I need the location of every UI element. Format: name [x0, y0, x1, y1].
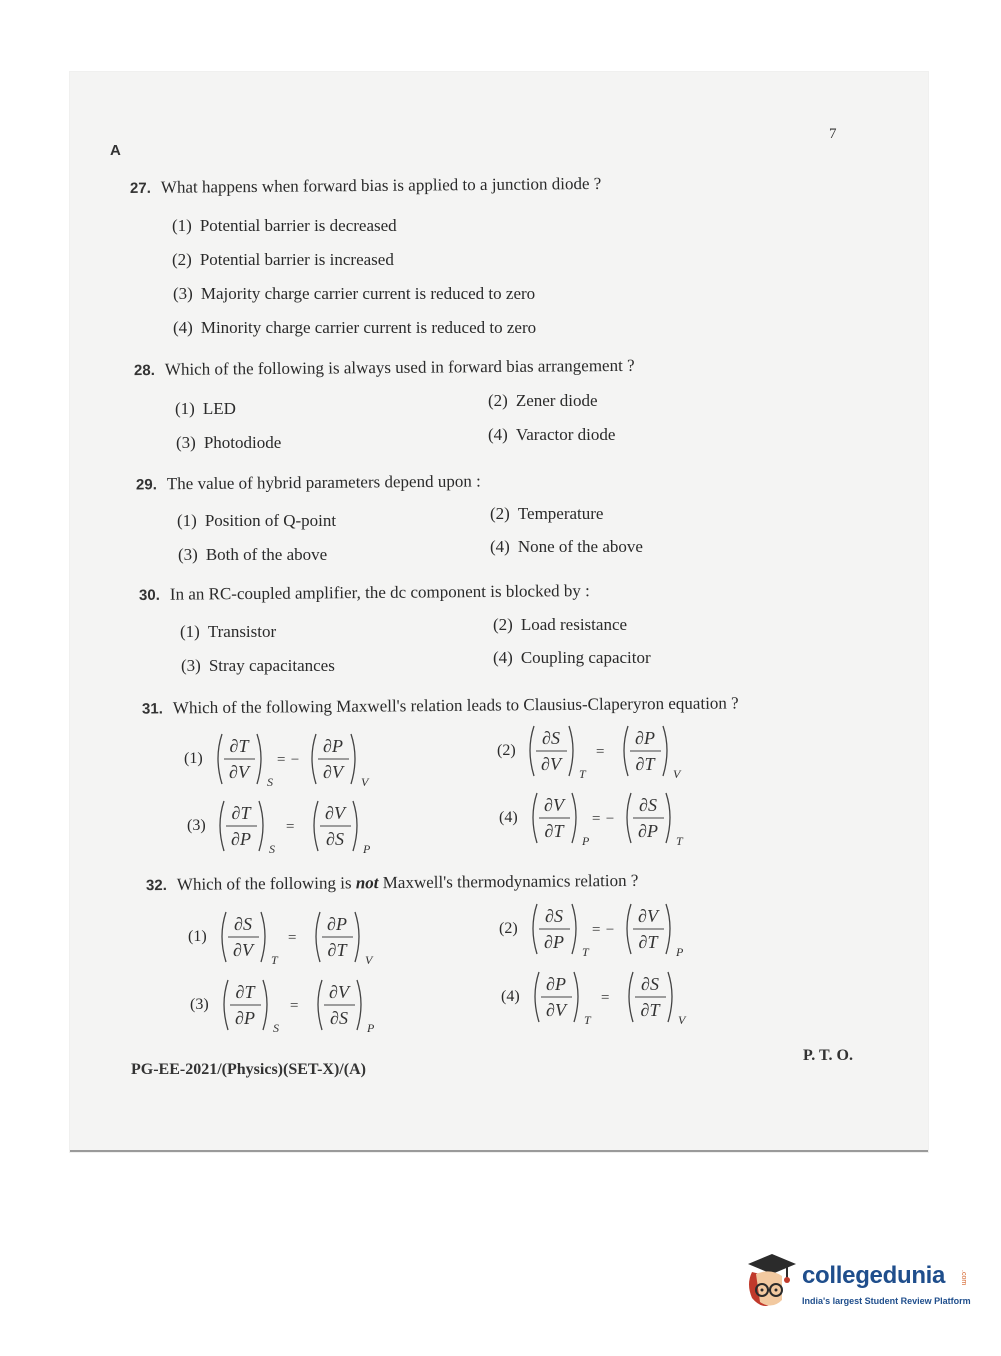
rhs-denominator: ∂T [640, 1000, 660, 1020]
option-label: (3) [173, 284, 193, 303]
question-number: 28. [133, 362, 155, 380]
option-31-1-equation [212, 728, 442, 792]
brand-name: collegedunia [802, 1262, 946, 1289]
lhs-numerator: ∂T [235, 982, 255, 1002]
option-text: Photodiode [203, 433, 282, 452]
question-text-emphasis: not [355, 873, 379, 893]
lhs-left-paren [533, 904, 537, 954]
option-text: Minority charge carrier current is reduced to zero [200, 318, 537, 337]
option-text: Stray capacitances [208, 656, 335, 675]
rhs-left-paren [627, 904, 631, 954]
lhs-denominator: ∂V [541, 754, 561, 774]
rhs-right-paren [355, 912, 359, 962]
option-label: (1) [175, 399, 195, 418]
lhs-numerator: ∂P [546, 974, 566, 994]
rhs-left-paren [624, 726, 628, 776]
option-29-4 [490, 537, 643, 557]
relation-sign: = [594, 744, 606, 760]
option-31-3-label: (3) [187, 817, 206, 834]
rhs-left-paren [627, 793, 631, 843]
rhs-partial-derivative [316, 912, 374, 967]
rhs-denominator: ∂T [635, 754, 655, 774]
rhs-right-paren [351, 734, 355, 784]
option-text: LED [202, 399, 236, 418]
relation-sign: = [284, 819, 296, 835]
relation-sign: = − [276, 752, 300, 768]
brand-tagline: India's largest Student Review Platform [802, 1296, 971, 1306]
lhs-partial-derivative [533, 793, 590, 848]
rhs-denominator: ∂S [330, 1008, 348, 1028]
question-number: 29. [135, 476, 157, 494]
option-label: (4) [488, 425, 508, 444]
rhs-numerator: ∂P [635, 728, 655, 748]
rhs-left-paren [318, 980, 322, 1030]
rhs-left-paren [629, 972, 633, 1022]
option-label: (2) [488, 391, 508, 410]
option-31-3-equation [214, 795, 444, 859]
rhs-denominator: ∂P [638, 821, 658, 841]
lhs-subscript: S [273, 1021, 279, 1035]
lhs-denominator: ∂V [229, 762, 249, 782]
question-number: 31. [141, 700, 163, 718]
lhs-left-paren [224, 980, 228, 1030]
relation-sign: = [599, 990, 611, 1006]
rhs-numerator: ∂S [641, 974, 659, 994]
lhs-subscript: T [582, 945, 589, 959]
question-text: What happens when forward bias is applied to a junction diode ? [160, 173, 602, 197]
option-text: Load resistance [520, 615, 628, 634]
rhs-left-paren [314, 801, 318, 851]
rhs-partial-derivative [318, 980, 375, 1035]
option-label: (2) [493, 615, 513, 634]
option-32-2-equation [527, 898, 757, 962]
question-number: 27. [129, 179, 151, 198]
lhs-left-paren [220, 801, 224, 851]
option-27-4 [173, 318, 536, 338]
question-text-after: Maxwell's thermodynamics relation ? [382, 870, 639, 893]
lhs-left-paren [530, 726, 534, 776]
pto-label: P. T. O. [803, 1047, 853, 1064]
rhs-right-paren [663, 726, 667, 776]
rhs-subscript: V [365, 953, 373, 967]
lhs-partial-derivative [222, 912, 279, 967]
lhs-right-paren [569, 726, 573, 776]
lhs-right-paren [257, 734, 261, 784]
lhs-partial-derivative [220, 801, 275, 856]
option-text: Zener diode [515, 391, 598, 410]
rhs-partial-derivative [627, 793, 684, 848]
lhs-left-paren [222, 912, 226, 962]
option-31-1-label: (1) [184, 750, 203, 767]
question-text: The value of hybrid parameters depend upon : [166, 471, 481, 494]
lhs-denominator: ∂P [235, 1008, 255, 1028]
rhs-numerator: ∂P [327, 914, 347, 934]
option-30-4 [493, 648, 651, 668]
option-31-4-label: (4) [499, 809, 518, 826]
option-32-3-equation [218, 974, 448, 1038]
option-28-2 [488, 391, 597, 411]
lhs-right-paren [261, 912, 265, 962]
lhs-numerator: ∂V [544, 795, 564, 815]
option-30-3 [181, 656, 335, 676]
option-label: (3) [178, 545, 198, 564]
option-31-4-equation [527, 787, 757, 851]
option-label: (1) [172, 216, 192, 235]
rhs-partial-derivative [629, 972, 687, 1027]
rhs-subscript: P [367, 1021, 375, 1035]
option-label: (1) [180, 622, 200, 641]
option-30-1 [180, 622, 276, 642]
option-27-2 [172, 250, 394, 270]
option-32-1-label: (1) [188, 928, 207, 945]
rhs-numerator: ∂V [325, 803, 345, 823]
lhs-right-paren [259, 801, 263, 851]
page-number: 7 [829, 126, 837, 142]
option-32-4-equation [529, 966, 759, 1030]
rhs-partial-derivative [314, 801, 371, 856]
rhs-denominator: ∂T [638, 932, 658, 952]
mascot-icon [742, 1250, 800, 1316]
option-32-1-equation [216, 906, 446, 970]
lhs-subscript: S [267, 775, 273, 789]
question-text: Which of the following Maxwell's relation leads to Clausius-Claperyron equation ? [172, 693, 739, 718]
rhs-partial-derivative [627, 904, 684, 959]
rhs-subscript: T [676, 834, 683, 848]
option-32-2-label: (2) [499, 920, 518, 937]
rhs-denominator: ∂V [323, 762, 343, 782]
lhs-partial-derivative [530, 726, 587, 781]
rhs-denominator: ∂T [327, 940, 347, 960]
lhs-numerator: ∂T [231, 803, 251, 823]
lhs-numerator: ∂S [542, 728, 560, 748]
lhs-left-paren [533, 793, 537, 843]
rhs-right-paren [353, 801, 357, 851]
option-text: Majority charge carrier current is reduced to zero [200, 284, 536, 303]
rhs-subscript: V [678, 1013, 686, 1027]
option-28-4 [488, 425, 615, 445]
option-29-3 [178, 545, 327, 565]
lhs-right-paren [263, 980, 267, 1030]
rhs-numerator: ∂P [323, 736, 343, 756]
lhs-subscript: T [271, 953, 278, 967]
option-label: (3) [176, 433, 196, 452]
rhs-right-paren [668, 972, 672, 1022]
option-text: Varactor diode [515, 425, 616, 444]
lhs-partial-derivative [224, 980, 279, 1035]
relation-sign: = [288, 998, 300, 1014]
lhs-denominator: ∂V [233, 940, 253, 960]
brand-tld: .com [960, 1270, 967, 1286]
relation-sign: = [286, 930, 298, 946]
rhs-denominator: ∂S [326, 829, 344, 849]
option-31-2-equation [524, 720, 754, 784]
rhs-numerator: ∂S [639, 795, 657, 815]
relation-sign: = − [591, 811, 615, 827]
option-31-2-label: (2) [497, 742, 516, 759]
option-27-1 [172, 216, 397, 236]
question-text-before: Which of the following is [176, 873, 352, 894]
option-32-3-label: (3) [190, 996, 209, 1013]
rhs-subscript: V [361, 775, 369, 789]
relation-sign: = − [591, 922, 615, 938]
rhs-right-paren [357, 980, 361, 1030]
option-text: Coupling capacitor [520, 648, 651, 667]
rhs-left-paren [316, 912, 320, 962]
lhs-numerator: ∂S [234, 914, 252, 934]
lhs-subscript: T [584, 1013, 591, 1027]
question-number: 32. [145, 876, 167, 895]
option-29-2 [490, 504, 603, 524]
paper-code: PG-EE-2021/(Physics)(SET-X)/(A) [131, 1061, 366, 1078]
lhs-numerator: ∂T [229, 736, 249, 756]
rhs-subscript: V [673, 767, 681, 781]
option-29-1 [177, 511, 336, 531]
rhs-partial-derivative [624, 726, 682, 781]
option-label: (4) [490, 537, 510, 556]
option-label: (2) [172, 250, 192, 269]
lhs-denominator: ∂V [546, 1000, 566, 1020]
question-number: 30. [138, 586, 160, 604]
rhs-subscript: P [676, 945, 684, 959]
lhs-subscript: S [269, 842, 275, 856]
option-text: Transistor [207, 622, 277, 641]
option-label: (1) [177, 511, 197, 530]
brand-logo [742, 1248, 972, 1320]
lhs-denominator: ∂P [544, 932, 564, 952]
option-30-2 [493, 615, 627, 635]
question-text: Which of the following is always used in forward bias arrangement ? [164, 355, 635, 379]
rhs-left-paren [312, 734, 316, 784]
set-letter: A [110, 142, 121, 159]
lhs-numerator: ∂S [545, 906, 563, 926]
lhs-right-paren [572, 904, 576, 954]
rhs-right-paren [666, 904, 670, 954]
lhs-subscript: T [579, 767, 586, 781]
rhs-subscript: P [363, 842, 371, 856]
lhs-right-paren [572, 793, 576, 843]
option-text: Position of Q-point [204, 511, 337, 530]
question-27 [130, 174, 601, 198]
lhs-denominator: ∂P [231, 829, 251, 849]
option-28-1 [175, 399, 236, 419]
option-27-3 [173, 284, 535, 304]
option-text: None of the above [517, 537, 643, 556]
option-label: (2) [490, 504, 510, 523]
question-30 [139, 581, 590, 605]
option-text: Both of the above [205, 545, 328, 564]
lhs-partial-derivative [218, 734, 273, 789]
rhs-right-paren [666, 793, 670, 843]
option-label: (4) [173, 318, 193, 337]
lhs-right-paren [574, 972, 578, 1022]
lhs-left-paren [535, 972, 539, 1022]
question-29 [136, 471, 481, 494]
option-28-3 [176, 433, 281, 453]
option-text: Potential barrier is increased [199, 250, 394, 269]
rhs-numerator: ∂V [638, 906, 658, 926]
rhs-numerator: ∂V [329, 982, 349, 1002]
option-text: Potential barrier is decreased [199, 216, 397, 235]
lhs-partial-derivative [535, 972, 592, 1027]
question-text: In an RC-coupled amplifier, the dc component is blocked by : [169, 581, 590, 604]
lhs-left-paren [218, 734, 222, 784]
rhs-partial-derivative [312, 734, 370, 789]
option-text: Temperature [517, 504, 604, 523]
option-32-4-label: (4) [501, 988, 520, 1005]
lhs-partial-derivative [533, 904, 590, 959]
option-label: (4) [493, 648, 513, 667]
lhs-denominator: ∂T [544, 821, 564, 841]
option-label: (3) [181, 656, 201, 675]
lhs-subscript: P [582, 834, 590, 848]
